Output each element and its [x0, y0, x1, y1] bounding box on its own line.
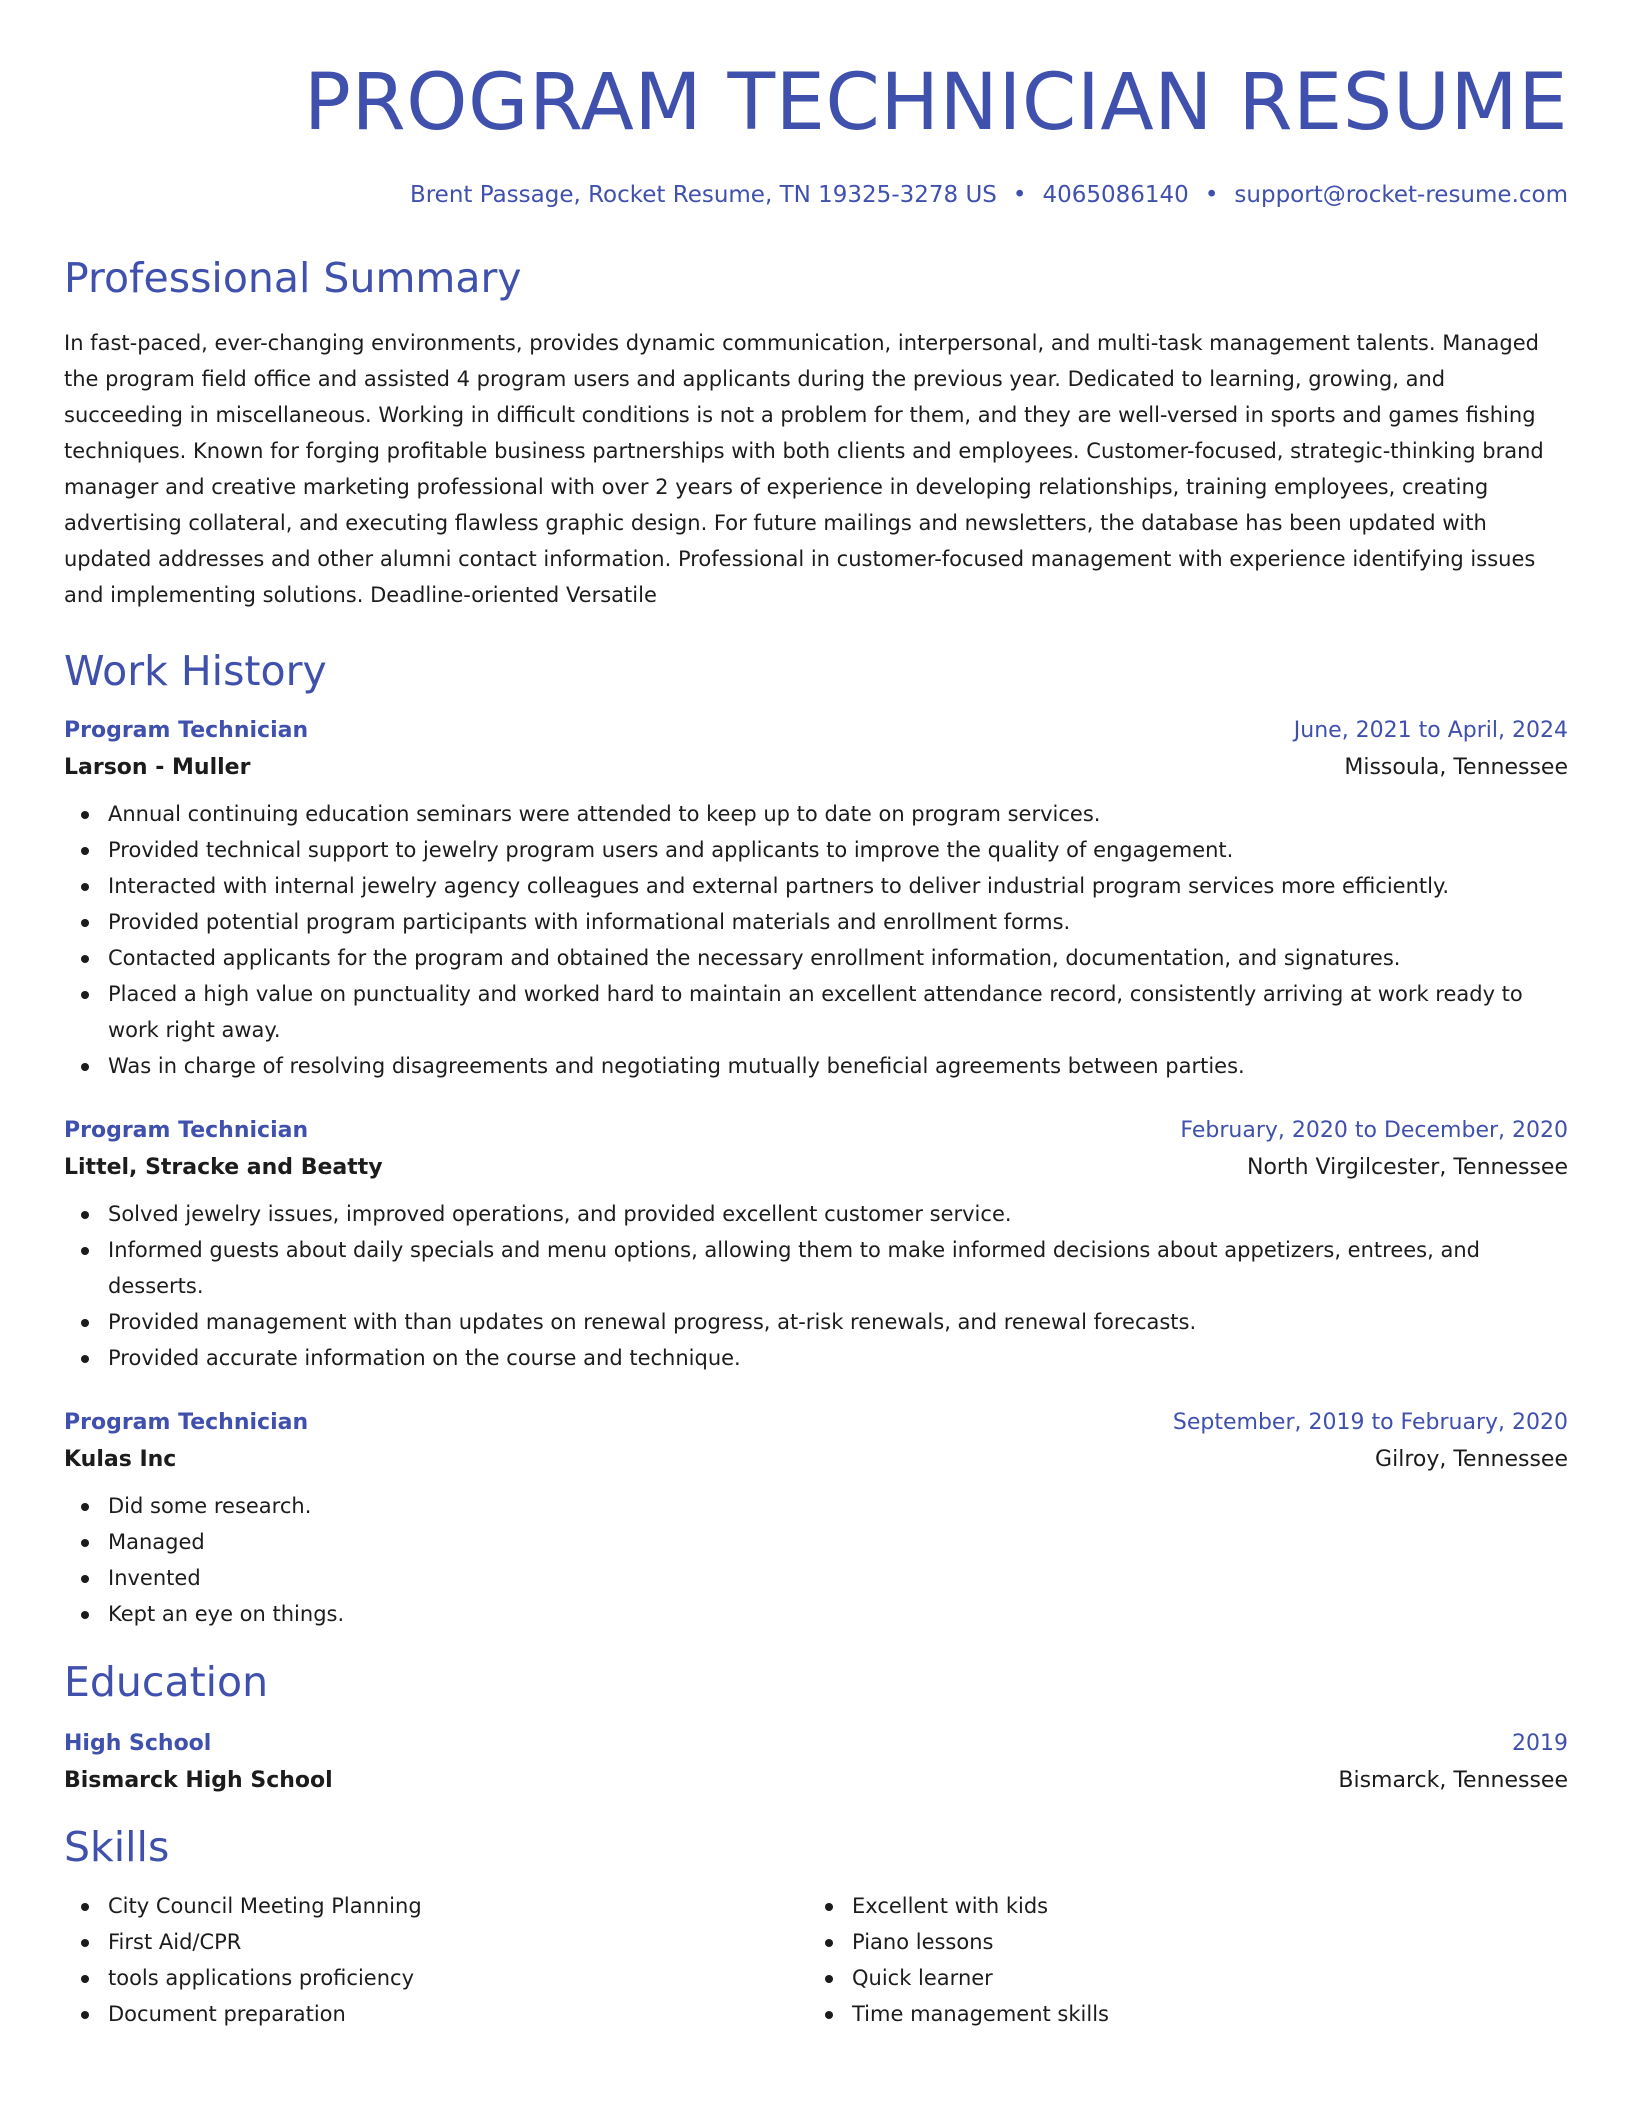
- job-bullets: [64, 1488, 1568, 1632]
- list-item: Contacted applicants for the program and obtained the necessary enrollment information, documentation, and signatures.: [108, 940, 1568, 976]
- skill-item: Piano lessons: [852, 1924, 1568, 1960]
- job-bullets: [64, 1196, 1568, 1376]
- job-location: Gilroy, Tennessee: [1375, 1447, 1568, 1472]
- job-dates: February, 2020 to December, 2020: [1180, 1118, 1568, 1143]
- education-school-row: [64, 1768, 1568, 1793]
- job-employer: Kulas Inc: [64, 1447, 177, 1472]
- education-header-row: [64, 1731, 1568, 1756]
- summary-text: In fast-paced, ever-changing environments, provides dynamic communication, interpersonal, and multi-task management talents. Managed the program field office and assisted 4 program users and applicants during the previous year. Dedicated to learning, growing, and succeeding in miscellaneous. Working in difficult conditions is not a problem for them, and they are well-versed in sports and games fishing techniques. Known for forging profitable business partnerships with both clients and employees. Customer-focused, strategic-thinking brand manager and creative marketing professional with over 2 years of experience in developing relationships, training employees, creating advertising collateral, and executing flawless graphic design. For future mailings and newsletters, the database has been updated with updated addresses and other alumni contact information. Professional in customer-focused management with experience identifying issues and implementing solutions. Deadline-oriented Versatile: [64, 331, 1544, 607]
- contact-line: [64, 182, 1568, 208]
- job-title: Program Technician: [64, 1118, 309, 1143]
- list-item: Annual continuing education seminars were attended to keep up to date on program services.: [108, 796, 1568, 832]
- skills-grid: [64, 1888, 1568, 2032]
- job-employer-row: [64, 755, 1568, 780]
- education-location: Bismarck, Tennessee: [1338, 1768, 1568, 1793]
- skills-column-left: [64, 1888, 816, 2032]
- job-entry: [64, 718, 1568, 1084]
- contact-phone: 4065086140: [1042, 182, 1189, 208]
- resume-header: [64, 58, 1568, 208]
- job-title: Program Technician: [64, 1410, 309, 1435]
- summary-heading: Professional Summary: [64, 254, 522, 302]
- contact-email[interactable]: support@rocket-resume.com: [1234, 182, 1568, 208]
- skills-section: [64, 1823, 1568, 2032]
- job-employer-row: [64, 1447, 1568, 1472]
- contact-separator: •: [1204, 182, 1219, 208]
- list-item: Provided technical support to jewelry program users and applicants to improve the quality of engagement.: [108, 832, 1568, 868]
- list-item: Kept an eye on things.: [108, 1596, 1568, 1632]
- list-item: Provided accurate information on the course and technique.: [108, 1340, 1568, 1376]
- job-employer: Larson - Muller: [64, 755, 251, 780]
- education-school: Bismarck High School: [64, 1768, 333, 1793]
- skill-item: tools applications proficiency: [108, 1960, 816, 1996]
- job-title: Program Technician: [64, 718, 309, 743]
- contact-separator: •: [1012, 182, 1027, 208]
- job-header-row: [64, 1118, 1568, 1143]
- education-year: 2019: [1512, 1731, 1568, 1756]
- contact-address: Brent Passage, Rocket Resume, TN 19325-3278 US: [409, 182, 997, 208]
- job-header-row: [64, 718, 1568, 743]
- list-item: Interacted with internal jewelry agency colleagues and external partners to deliver industrial program services more efficiently.: [108, 868, 1568, 904]
- job-location: Missoula, Tennessee: [1344, 755, 1568, 780]
- list-item: Was in charge of resolving disagreements and negotiating mutually beneficial agreements between parties.: [108, 1048, 1568, 1084]
- list-item: Managed: [108, 1524, 1568, 1560]
- list-item: Invented: [108, 1560, 1568, 1596]
- skills-heading: Skills: [64, 1823, 170, 1871]
- list-item: Placed a high value on punctuality and worked hard to maintain an excellent attendance record, consistently arriving at work ready to work right away.: [108, 976, 1568, 1048]
- resume-title: PROGRAM TECHNICIAN RESUME: [303, 58, 1568, 148]
- job-employer-row: [64, 1155, 1568, 1180]
- skill-item: Quick learner: [852, 1960, 1568, 1996]
- work-history-section: [64, 647, 1568, 1632]
- job-entry: [64, 1410, 1568, 1632]
- skills-list: [816, 1888, 1568, 2032]
- job-header-row: [64, 1410, 1568, 1435]
- skill-item: Document preparation: [108, 1996, 816, 2032]
- education-degree: High School: [64, 1731, 212, 1756]
- skill-item: City Council Meeting Planning: [108, 1888, 816, 1924]
- job-bullets: [64, 796, 1568, 1084]
- education-section: [64, 1658, 1568, 1793]
- skill-item: First Aid/CPR: [108, 1924, 816, 1960]
- job-employer: Littel, Stracke and Beatty: [64, 1155, 383, 1180]
- job-location: North Virgilcester, Tennessee: [1247, 1155, 1568, 1180]
- skills-column-right: [816, 1888, 1568, 2032]
- job-entry: [64, 1118, 1568, 1376]
- skills-list: [64, 1888, 816, 2032]
- education-heading: Education: [64, 1658, 269, 1706]
- summary-section: [64, 254, 1568, 613]
- skill-item: Time management skills: [852, 1996, 1568, 2032]
- list-item: Did some research.: [108, 1488, 1568, 1524]
- job-dates: June, 2021 to April, 2024: [1293, 718, 1568, 743]
- list-item: Informed guests about daily specials and menu options, allowing them to make informed decisions about appetizers, entrees, and desserts.: [108, 1232, 1568, 1304]
- list-item: Provided potential program participants with informational materials and enrollment forms.: [108, 904, 1568, 940]
- skill-item: Excellent with kids: [852, 1888, 1568, 1924]
- list-item: Provided management with than updates on renewal progress, at-risk renewals, and renewal forecasts.: [108, 1304, 1568, 1340]
- education-entry: [64, 1731, 1568, 1793]
- list-item: Solved jewelry issues, improved operations, and provided excellent customer service.: [108, 1196, 1568, 1232]
- job-dates: September, 2019 to February, 2020: [1172, 1410, 1568, 1435]
- work-history-heading: Work History: [64, 647, 327, 695]
